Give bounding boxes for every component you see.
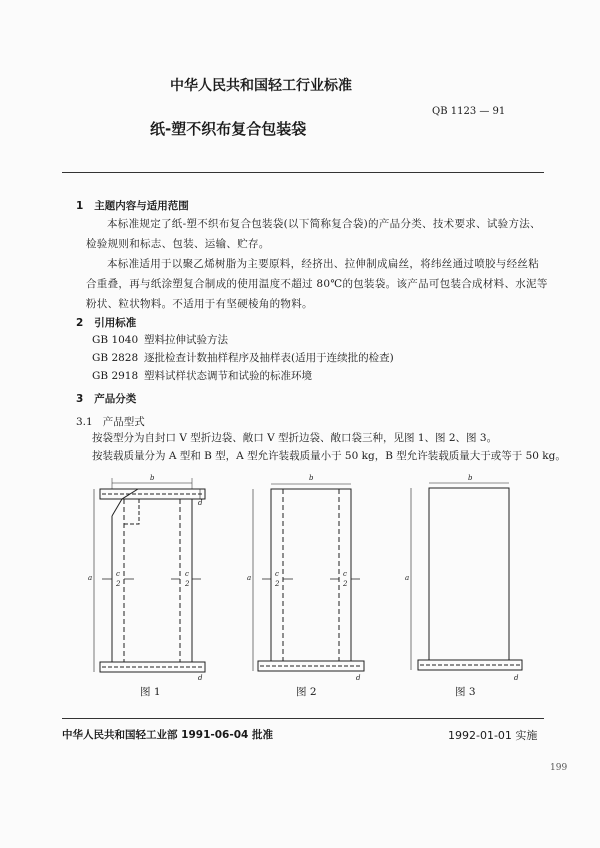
label-d: d	[198, 674, 203, 682]
label-2: 2	[343, 580, 348, 588]
footer-rule	[62, 718, 544, 719]
label-c: c	[275, 570, 279, 578]
effective-date: 1992-01-01 实施	[448, 729, 538, 742]
label-b: b	[150, 474, 155, 482]
label-c: c	[343, 570, 347, 578]
figure-3-drawing	[411, 483, 522, 670]
label-d: d	[356, 674, 361, 682]
figure-2-drawing	[253, 484, 364, 671]
standard-code: QB 1123 — 91	[432, 106, 506, 117]
figure-1-caption: 图 1	[140, 686, 161, 698]
section-3-1-paragraph: 按装载质量分为 A 型和 B 型，A 型允许装载质量小于 50 kg，B 型允许装载质量大于或等于 50 kg。	[92, 450, 566, 462]
section-1-heading: 1 主题内容与适用范围	[76, 200, 189, 212]
page-number: 199	[550, 763, 568, 773]
label-d: d	[198, 499, 203, 507]
label-c: c	[185, 570, 189, 578]
figure-2-caption: 图 2	[296, 686, 317, 698]
section-2-heading: 2 引用标准	[76, 317, 137, 329]
label-a: a	[247, 574, 252, 582]
reference-item: GB 2828 逐批检查计数抽样程序及抽样表(适用于连续批的检查)	[92, 352, 394, 364]
approval-info: 中华人民共和国轻工业部 1991-06-04 批准	[62, 729, 273, 741]
label-b: b	[309, 474, 314, 482]
label-2: 2	[185, 580, 190, 588]
label-2: 2	[275, 580, 280, 588]
document-title: 纸-塑不织布复合包装袋	[150, 120, 307, 138]
issuer-title: 中华人民共和国轻工行业标准	[170, 78, 352, 94]
label-c: c	[116, 570, 120, 578]
label-d: d	[514, 674, 519, 682]
reference-item: GB 1040 塑料拉伸试验方法	[92, 334, 228, 346]
section-3-1-paragraph: 按袋型分为自封口 V 型折边袋、敞口 V 型折边袋、敞口袋三种，见图 1、图 2、图 3。	[92, 432, 498, 444]
figure-3-caption: 图 3	[455, 686, 476, 698]
section-1-paragraph: 本标准适用于以聚乙烯树脂为主要原料，经挤出、拉伸制成扁丝，将纬丝通过喷胶与经丝粘合重叠，再与纸涂塑复合制成的使用温度不超过 80℃的包装袋。该产品可包装合成材料、水泥等粉状、粒状物料。不适用于有坚硬棱角的物料。	[86, 258, 548, 310]
label-b: b	[468, 474, 473, 482]
label-a: a	[405, 574, 410, 582]
section-1-paragraph: 本标准规定了纸-塑不织布复合包装袋(以下简称复合袋)的产品分类、技术要求、试验方法、检验规则和标志、包装、运输、贮存。	[86, 218, 541, 250]
reference-item: GB 2918 塑料试样状态调节和试验的标准环境	[92, 370, 312, 382]
section-3-heading: 3 产品分类	[76, 393, 137, 405]
label-a: a	[88, 574, 93, 582]
section-3-1-heading: 3.1 产品型式	[76, 416, 145, 428]
label-2: 2	[116, 580, 121, 588]
